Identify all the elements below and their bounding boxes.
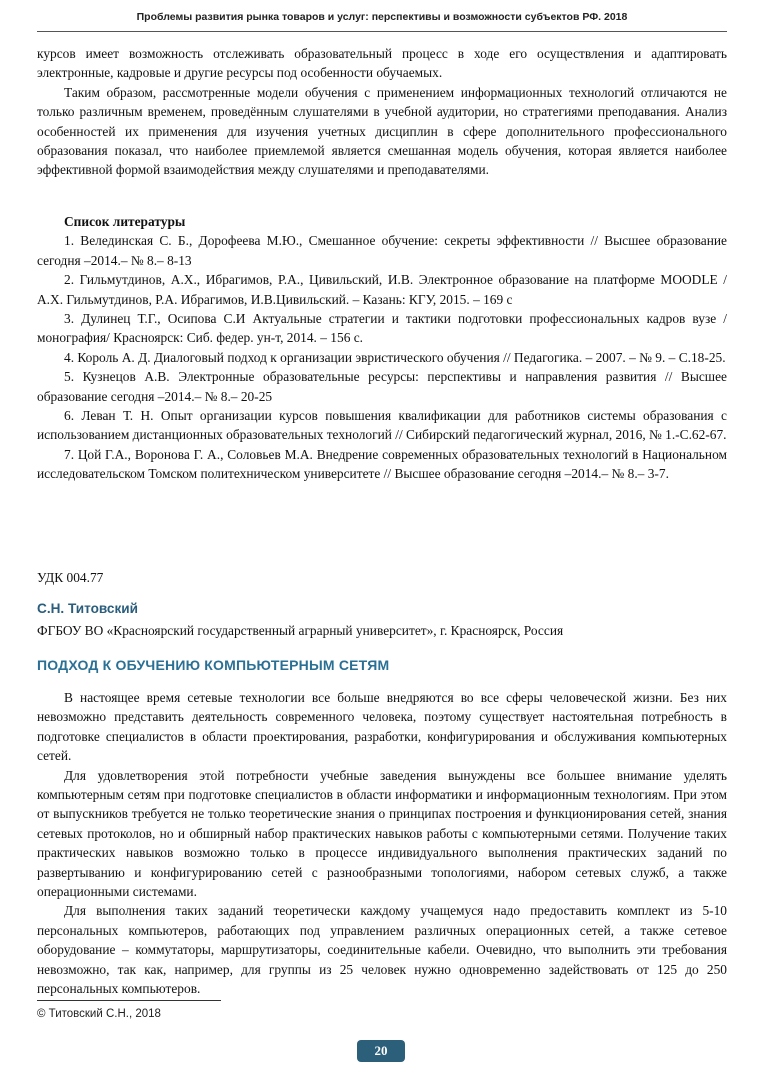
references-title: Список литературы [64, 214, 186, 229]
intro-paragraph-2: Таким образом, рассмотренные модели обучения с применением информационных технологий отличаются не только различным временем, проведённым слушателями в учебной аудитории, но стратегиями преподавания. Анализ особенностей их применения для изучения учетных дисциплин в сфере дополнительного профессионального образования показал, что наиболее приемлемой является смешанная модель обучения, которая является наиболее эффективной формой взаимодействия между слушателями и преподавателями. [37, 84, 727, 178]
reference-item-2: 2. Гильмутдинов, А.Х., Ибрагимов, Р.А., Цивильский, И.В. Электронное образование на платформе MOODLE / А.Х. Гильмутдинов, Р.А. Ибрагимов, И.В.Цивильский. – Казань: КГУ, 2015. – 169 с [37, 272, 727, 307]
reference-item-6: 6. Леван Т. Н. Опыт организации курсов повышения квалификации для работников системы образования с использованием дистанционных образовательных технологий // Сибирский педагогический журнал, 2016, № 1.-С.62-67. [37, 408, 727, 443]
article-paragraph-1: В настоящее время сетевые технологии все больше внедряются во все сферы человеческой жизни. Без них невозможно представить деятельность современного человека, поэтому существует настоятельная потребность в подготовке специалистов в области проектирования, разработки, конфигурирования и обслуживания компьютерных сетей. [37, 690, 727, 764]
reference-item-4: 4. Король А. Д. Диалоговый подход к организации эвристического обучения // Педагогика. – 2007. – № 9. – С.18-25. [64, 349, 726, 365]
reference-item-7: 7. Цой Г.А., Воронова Г. А., Соловьев М.А. Внедрение современных образовательных технологий в Национальном исследовательском Томском политехническом университете // Высшее образование сегодня –2014.– № 8.– 3-7. [37, 446, 727, 482]
intro-paragraph-1: курсов имеет возможность отслеживать образовательный процесс в ходе его осуществления и адаптировать электронные, кадровые и другие ресурсы под особенности обучаемых. [37, 46, 727, 81]
article-body [37, 688, 727, 999]
references-section [37, 212, 727, 484]
footnote-rule [37, 1000, 221, 1001]
reference-item-5: 5. Кузнецов А.В. Электронные образовательные ресурсы: перспективы и направления развития // Высшее образование сегодня –2014.– № 8.– 20-25 [37, 369, 727, 404]
udk-code: УДК 004.77 [37, 570, 104, 585]
article-paragraph-2: Для удовлетворения этой потребности учебные заведения вынуждены все большее внимание уделять компьютерным сетям при подготовке специалистов в области информатики и информационным технологиям. При этом от выпускников требуется не только теоретические знания о принципах построения и функционирования сетей, знания сетевых протоколов, но и обширный набор практических навыков работы с компьютерными сетями. Получение таких практических навыков возможно только в процессе индивидуального выполнения практических заданий по развертыванию и конфигурированию сетей с разнообразными топологиями, набором сетевых служб, а также операционными системами. [37, 767, 727, 900]
reference-item-3: 3. Дулинец Т.Г., Осипова С.И Актуальные стратегии и тактики подготовки профессиональных кадров вузе /монография/ Красноярск: Сиб. федер. ун-т, 2014. – 156 с. [37, 311, 727, 346]
running-header: Проблемы развития рынка товаров и услуг: перспективы и возможности субъектов РФ. 2018 [136, 11, 628, 23]
article-paragraph-3: Для выполнения таких заданий теоретически каждому учащемуся надо предоставить комплект из 5-10 персональных компьютеров, работающих под управлением различных операционных сетей, а также сетевое оборудование – коммутаторы, маршрутизаторы, соединительные кабели. Очевидно, что выполнить эти требования невозможно, так как, например, для группы из 25 человек нужно одновременно задействовать от 125 до 250 персональных компьютеров. [37, 903, 727, 997]
author-name: С.Н. Титовский [37, 601, 138, 616]
copyright-footnote: © Титовский С.Н., 2018 [37, 1008, 161, 1020]
reference-item-1: 1. Велединская С. Б., Дорофеева М.Ю., Смешанное обучение: секреты эффективности // Высшее образование сегодня –2014.– № 8.– 8-13 [37, 233, 727, 268]
page-number-badge: 20 [357, 1040, 405, 1062]
article-title: ПОДХОД К ОБУЧЕНИЮ КОМПЬЮТЕРНЫМ СЕТЯМ [37, 657, 390, 673]
intro-section [37, 44, 727, 180]
header-rule [37, 31, 727, 32]
author-affiliation: ФГБОУ ВО «Красноярский государственный аграрный университет», г. Красноярск, Россия [37, 623, 564, 638]
